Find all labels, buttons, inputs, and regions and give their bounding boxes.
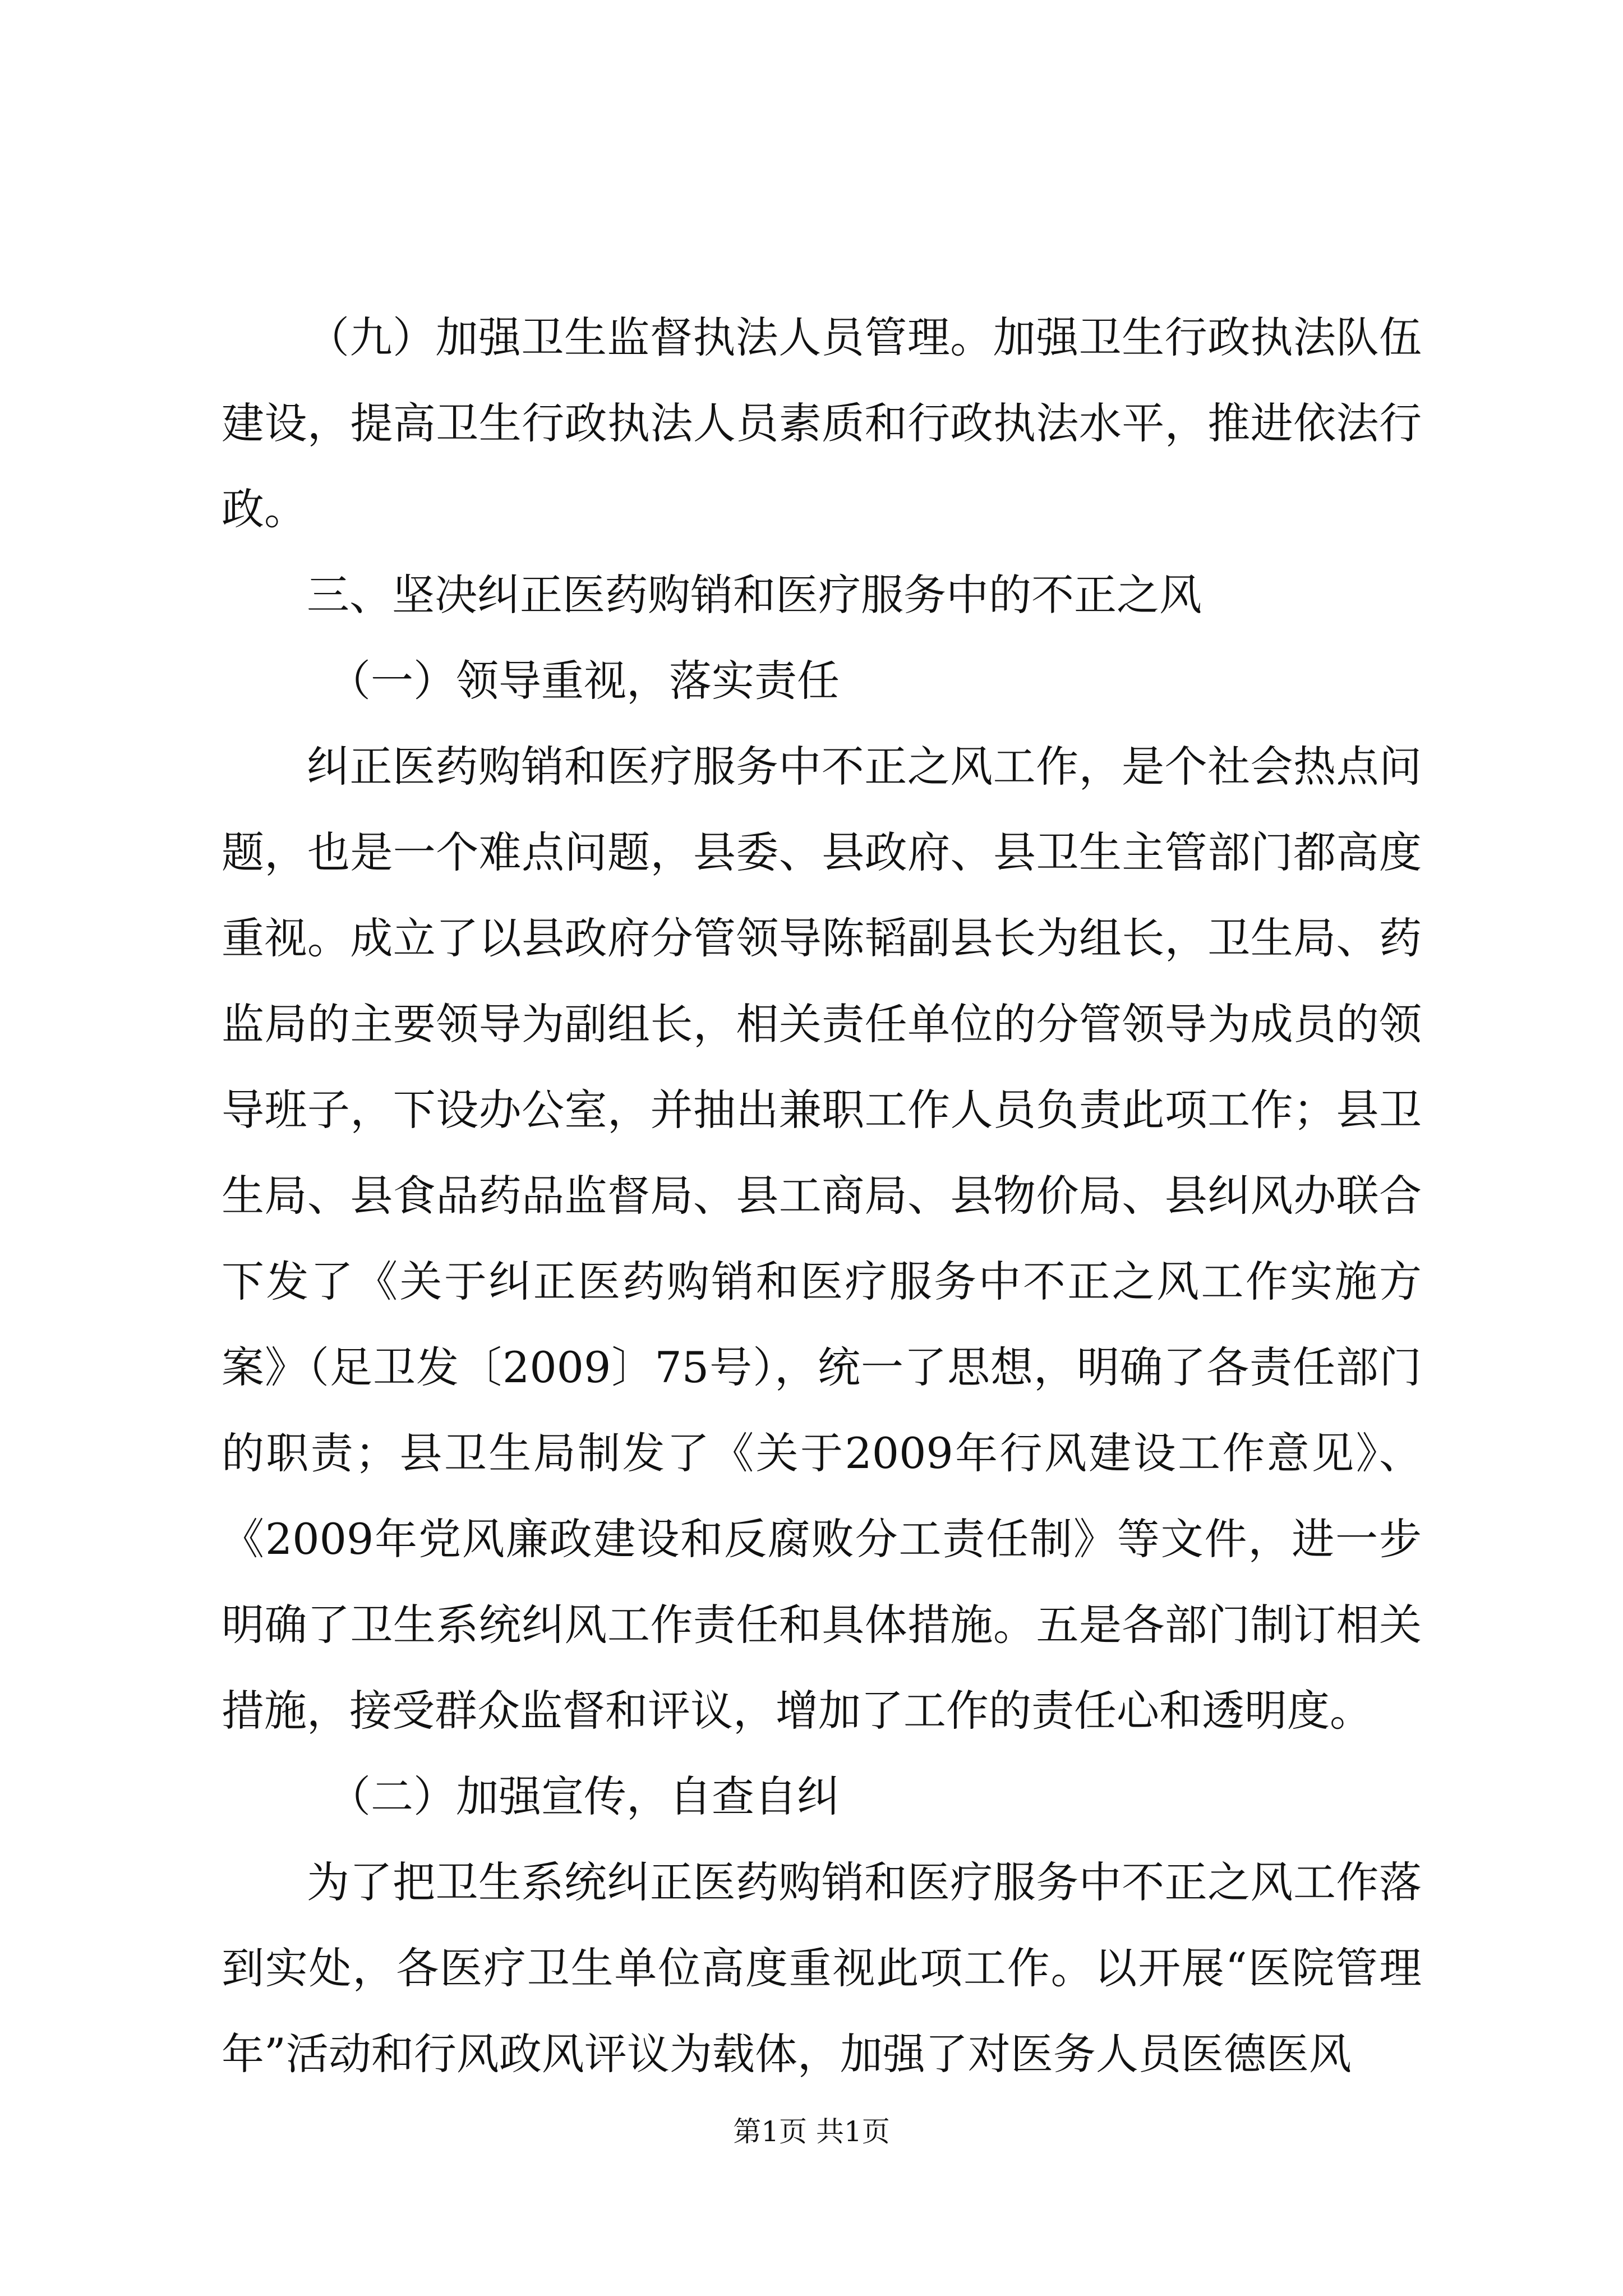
paragraph-enforcement-staff: （九）加强卫生监督执法人员管理。加强卫生行政执法队伍建设，提高卫生行政执法人员素质和行政执法水平，推进依法行政。 xyxy=(222,312,1422,534)
subheading-publicity: （二）加强宣传，自查自纠 xyxy=(328,1772,840,1821)
page-footer xyxy=(0,2112,1623,2151)
paragraph-publicity: 为了把卫生系统纠正医药购销和医疗服务中不正之风工作落到实处，各医疗卫生单位高度重视此项工作。以开展“医院管理年”活动和行风政风评议为载体，加强了对医务人员医德医风 xyxy=(222,1857,1422,2079)
page-number-label: 第1页 共1页 xyxy=(733,2115,890,2148)
paragraph-leadership: 纠正医药购销和医疗服务中不正之风工作，是个社会热点问题，也是一个难点问题，县委、县政府、县卫生主管部门都高度重视。成立了以县政府分管领导陈韬副县长为组长，卫生局、药监局的主要领导为副组长，相关责任单位的分管领导为成员的领导班子，下设办公室，并抽出兼职工作人员负责此项工作；县卫生局、县食品药品监督局、县工商局、县物价局、县纠风办联合下发了《关于纠正医药购销和医疗服务中不正之风工作实施方案》（足卫发〔2009〕75号），统一了思想，明确了各责任部门的职责；县卫生局制发了《关于2009年行风建设工作意见》、《2009年党风廉政建设和反腐败分工责任制》等文件，进一步明确了卫生系统纠风工作责任和具体措施。五是各部门制订相关措施，接受群众监督和评议，增加了工作的责任心和透明度。 xyxy=(222,742,1422,1736)
subheading-leadership: （一）领导重视，落实责任 xyxy=(328,656,840,706)
document-body xyxy=(222,295,1422,2097)
section-heading-three: 三、坚决纠正医药购销和医疗服务中的不正之风 xyxy=(307,570,1202,620)
